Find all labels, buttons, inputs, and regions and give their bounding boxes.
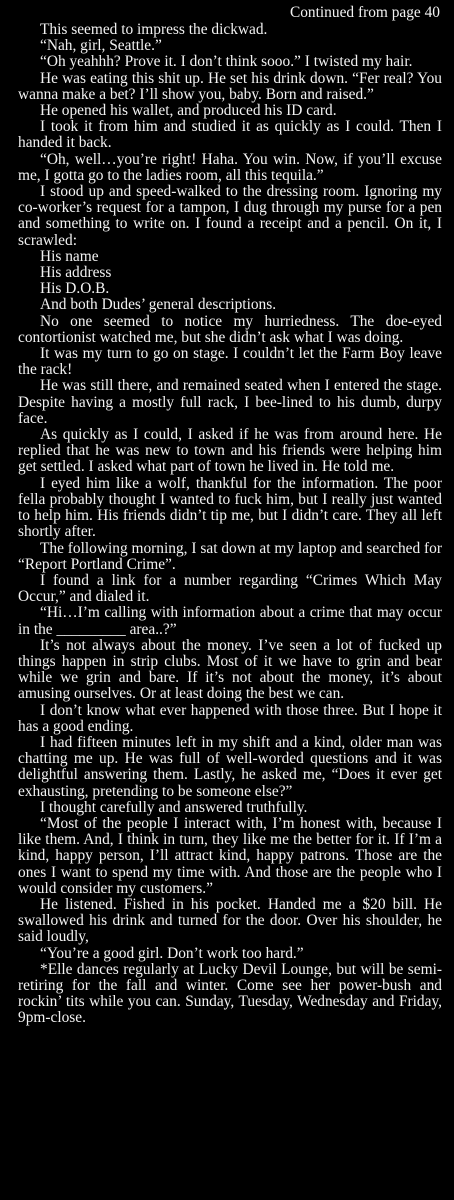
paragraph: The following morning, I sat down at my laptop and searched for “Report Portland Crime”. [18, 539, 442, 573]
paragraph: No one seemed to notice my hurriedness. The doe-eyed contortionist watched me, but she didn’t ask what I was doing. [18, 312, 442, 346]
paragraph: “Hi…I’m calling with information about a crime that may occur in the _________ area..?” [18, 604, 442, 638]
list-item: His address [40, 264, 112, 282]
paragraph: He listened. Fished in his pocket. Handed me a $20 bill. He swallowed his drink and turned for the door. Over his shoulder, he said loudly, [18, 895, 442, 946]
list-item: His name [40, 247, 99, 265]
paragraph: I thought carefully and answered truthfully. [40, 798, 308, 816]
paragraph: He opened his wallet, and produced his ID card. [40, 102, 337, 120]
paragraph: “Most of the people I interact with, I’m honest with, because I like them. And, I think in turn, they like me the better for it. If I’m a kind, happy person, I’ll attract kind, happy patrons. Those are the ones I want to spend my time with. And those are the people who I would consider my customers.” [18, 814, 442, 897]
paragraph: This seemed to impress the dickwad. [40, 21, 268, 38]
paragraph: I found a link for a number regarding “Crimes Which May Occur,” and dialed it. [18, 571, 442, 606]
paragraph: “You’re a good girl. Don’t work too hard.” [40, 944, 304, 962]
paragraph: It was my turn to go on stage. I couldn’t let the Farm Boy leave the rack! [18, 345, 442, 379]
list-item: His D.O.B. [40, 280, 110, 298]
paragraph: He was still there, and remained seated when I entered the stage. Despite having a mostly full rack, I bee-lined to his dumb, durpy face. [18, 377, 442, 427]
paragraph: I don’t know what ever happened with those three. But I hope it has a good ending. [18, 701, 442, 735]
paragraph: “Oh, well…you’re right! Haha. You win. Now, if you’ll excuse me, I gotta go to the ladies room, all this tequila.” [18, 150, 442, 184]
story-body [18, 22, 442, 1027]
continued-from-label: Continued from page 40 [289, 4, 440, 21]
paragraph: “Oh yeahhh? Prove it. I don’t think sooo.” I twisted my hair. [40, 53, 413, 71]
paragraph: It’s not always about the money. I’ve seen a lot of fucked up things happen in strip clubs. Most of it we have to grin and bear while we grin and bare. If it’s not about the money, it’s about amusing ourselves. Or at least doing the best we can. [18, 636, 442, 703]
paragraph: I eyed him like a wolf, thankful for the information. The poor fella probably thought I wanted to fuck him, but I really just wanted to help him. His friends didn’t tip me, but I didn’t care. They all left shortly after. [18, 474, 442, 541]
author-footnote: *Elle dances regularly at Lucky Devil Lounge, but will be semi-retiring for the fall and winter. Come see her power-bush and rockin’ tits while you can. Sunday, Tuesday, Wednesday and Friday, 9pm-close. [18, 960, 442, 1027]
paragraph: I stood up and speed-walked to the dressing room. Ignoring my co-worker’s request for a tampon, I dug through my purse for a pen and something to write on. I found a receipt and a pencil. On it, I scrawled: [18, 183, 442, 249]
paragraph: He was eating this shit up. He set his drink down. “Fer real? You wanna make a bet? I’ll show you, baby. Born and raised.” [18, 69, 442, 103]
paragraph: “Nah, girl, Seattle.” [40, 37, 162, 55]
paragraph: I had fifteen minutes left in my shift and a kind, older man was chatting me up. He was full of well-worded questions and it was delightful answering them. Lastly, he asked me, “Does it ever get exhausting, pretending to be someone else?” [18, 733, 442, 800]
list-item: And both Dudes’ general descriptions. [40, 296, 277, 314]
paragraph: As quickly as I could, I asked if he was from around here. He replied that he was new to town and his friends were helping him get settled. I asked what part of town he lived in. He told me. [18, 426, 442, 476]
paragraph: I took it from him and studied it as quickly as I could. Then I handed it back. [18, 118, 442, 152]
